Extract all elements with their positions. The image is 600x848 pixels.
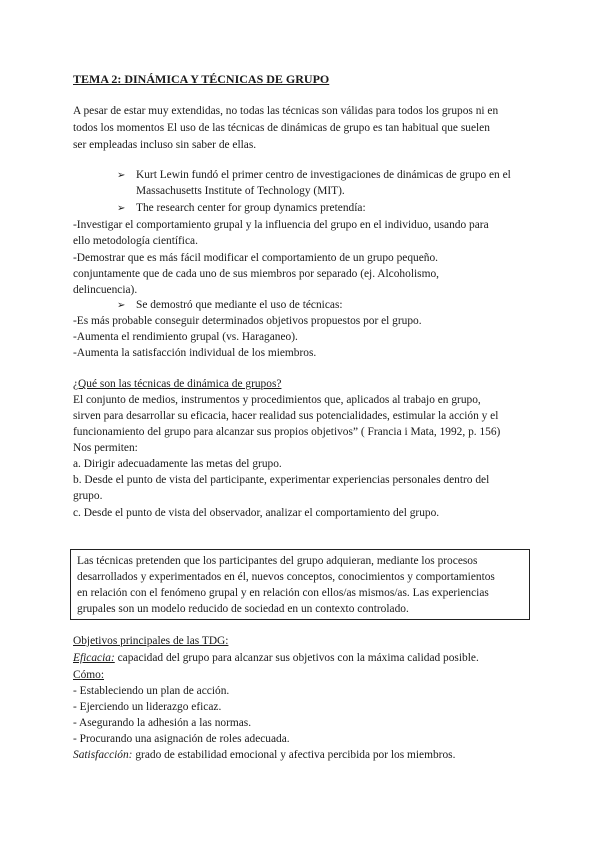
box-line: desarrollados y experimentados en él, nuevos conceptos, conocimientos y comportamientos [77, 571, 495, 583]
arrow-bullet-icon: ➢ [117, 203, 126, 214]
box-line: en relación con el fenómeno grupal y en relación con ellos/as mismos/as. Las experiencias [77, 587, 489, 599]
bullet-text: Massachusetts Institute of Technology (MIT). [136, 185, 345, 197]
definition-line: Nos permiten: [73, 442, 138, 454]
arrow-bullet-icon: ➢ [117, 300, 126, 311]
intro-line: A pesar de estar muy extendidas, no todas las técnicas son válidas para todos los grupos ni en [73, 105, 499, 117]
definition-line: sirven para desarrollar su eficacia, hacer realidad sus potencialidades, estimular la acción y el [73, 410, 499, 422]
result-line: -Aumenta el rendimiento grupal (vs. Haraganeo). [73, 331, 298, 343]
efficacy-line [73, 651, 479, 666]
aim-line: ello metodología científica. [73, 235, 198, 247]
how-item: - Procurando una asignación de roles adecuada. [73, 733, 290, 745]
aim-line: delincuencia). [73, 284, 138, 296]
satisfaction-text: grado de estabilidad emocional y afectiva percibida por los miembros. [132, 749, 456, 761]
objectives-heading: Objetivos principales de las TDG: [73, 635, 229, 647]
definition-line: grupo. [73, 490, 103, 502]
bullet-text: Se demostró que mediante el uso de técnicas: [136, 299, 343, 311]
efficacy-label: Eficacia: [73, 652, 115, 664]
aim-line: conjuntamente que de cada uno de sus miembros por separado (ej. Alcoholismo, [73, 268, 439, 280]
how-heading: Cómo: [73, 669, 105, 681]
how-item: - Asegurando la adhesión a las normas. [73, 717, 252, 729]
bullet-text: Kurt Lewin fundó el primer centro de investigaciones de dinámicas de grupo en el [136, 169, 511, 181]
box-line: grupales son un modelo reducido de sociedad en un contexto controlado. [77, 603, 409, 615]
definition-line: funcionamiento del grupo para alcanzar sus propios objetivos” ( Francia i Mata, 1992, p. 156) [73, 426, 501, 438]
section-question: ¿Qué son las técnicas de dinámica de grupos? [73, 378, 282, 390]
how-item: - Ejerciendo un liderazgo eficaz. [73, 701, 222, 713]
result-line: -Es más probable conseguir determinados objetivos propuestos por el grupo. [73, 315, 422, 327]
arrow-bullet-icon: ➢ [117, 170, 126, 181]
definition-line: a. Dirigir adecuadamente las metas del grupo. [73, 458, 282, 470]
efficacy-text: capacidad del grupo para alcanzar sus objetivos con la máxima calidad posible. [114, 652, 479, 664]
page-title: TEMA 2: DINÁMICA Y TÉCNICAS DE GRUPO [73, 72, 330, 86]
aim-line: -Demostrar que es más fácil modificar el comportamiento de un grupo pequeño. [73, 252, 439, 264]
definition-line: c. Desde el punto de vista del observador, analizar el comportamiento del grupo. [73, 507, 440, 519]
definition-line: b. Desde el punto de vista del participante, experimentar experiencias personales dentro del [73, 474, 490, 486]
definition-line: El conjunto de medios, instrumentos y procedimientos que, aplicados al trabajo en grupo, [73, 394, 481, 406]
bullet-text: The research center for group dynamics pretendía: [136, 202, 366, 214]
how-item: - Estableciendo un plan de acción. [73, 685, 230, 697]
box-line: Las técnicas pretenden que los participantes del grupo adquieran, mediante los procesos [77, 555, 478, 567]
satisfaction-label: Satisfacción: [73, 749, 133, 761]
aim-line: -Investigar el comportamiento grupal y la influencia del grupo en el individuo, usando para [73, 219, 489, 231]
intro-line: todos los momentos El uso de las técnicas de dinámicas de grupo es tan habitual que suelen [73, 122, 490, 134]
intro-line: ser empleadas incluso sin saber de ellas. [73, 139, 257, 151]
result-line: -Aumenta la satisfacción individual de los miembros. [73, 347, 317, 359]
satisfaction-line [73, 748, 455, 763]
